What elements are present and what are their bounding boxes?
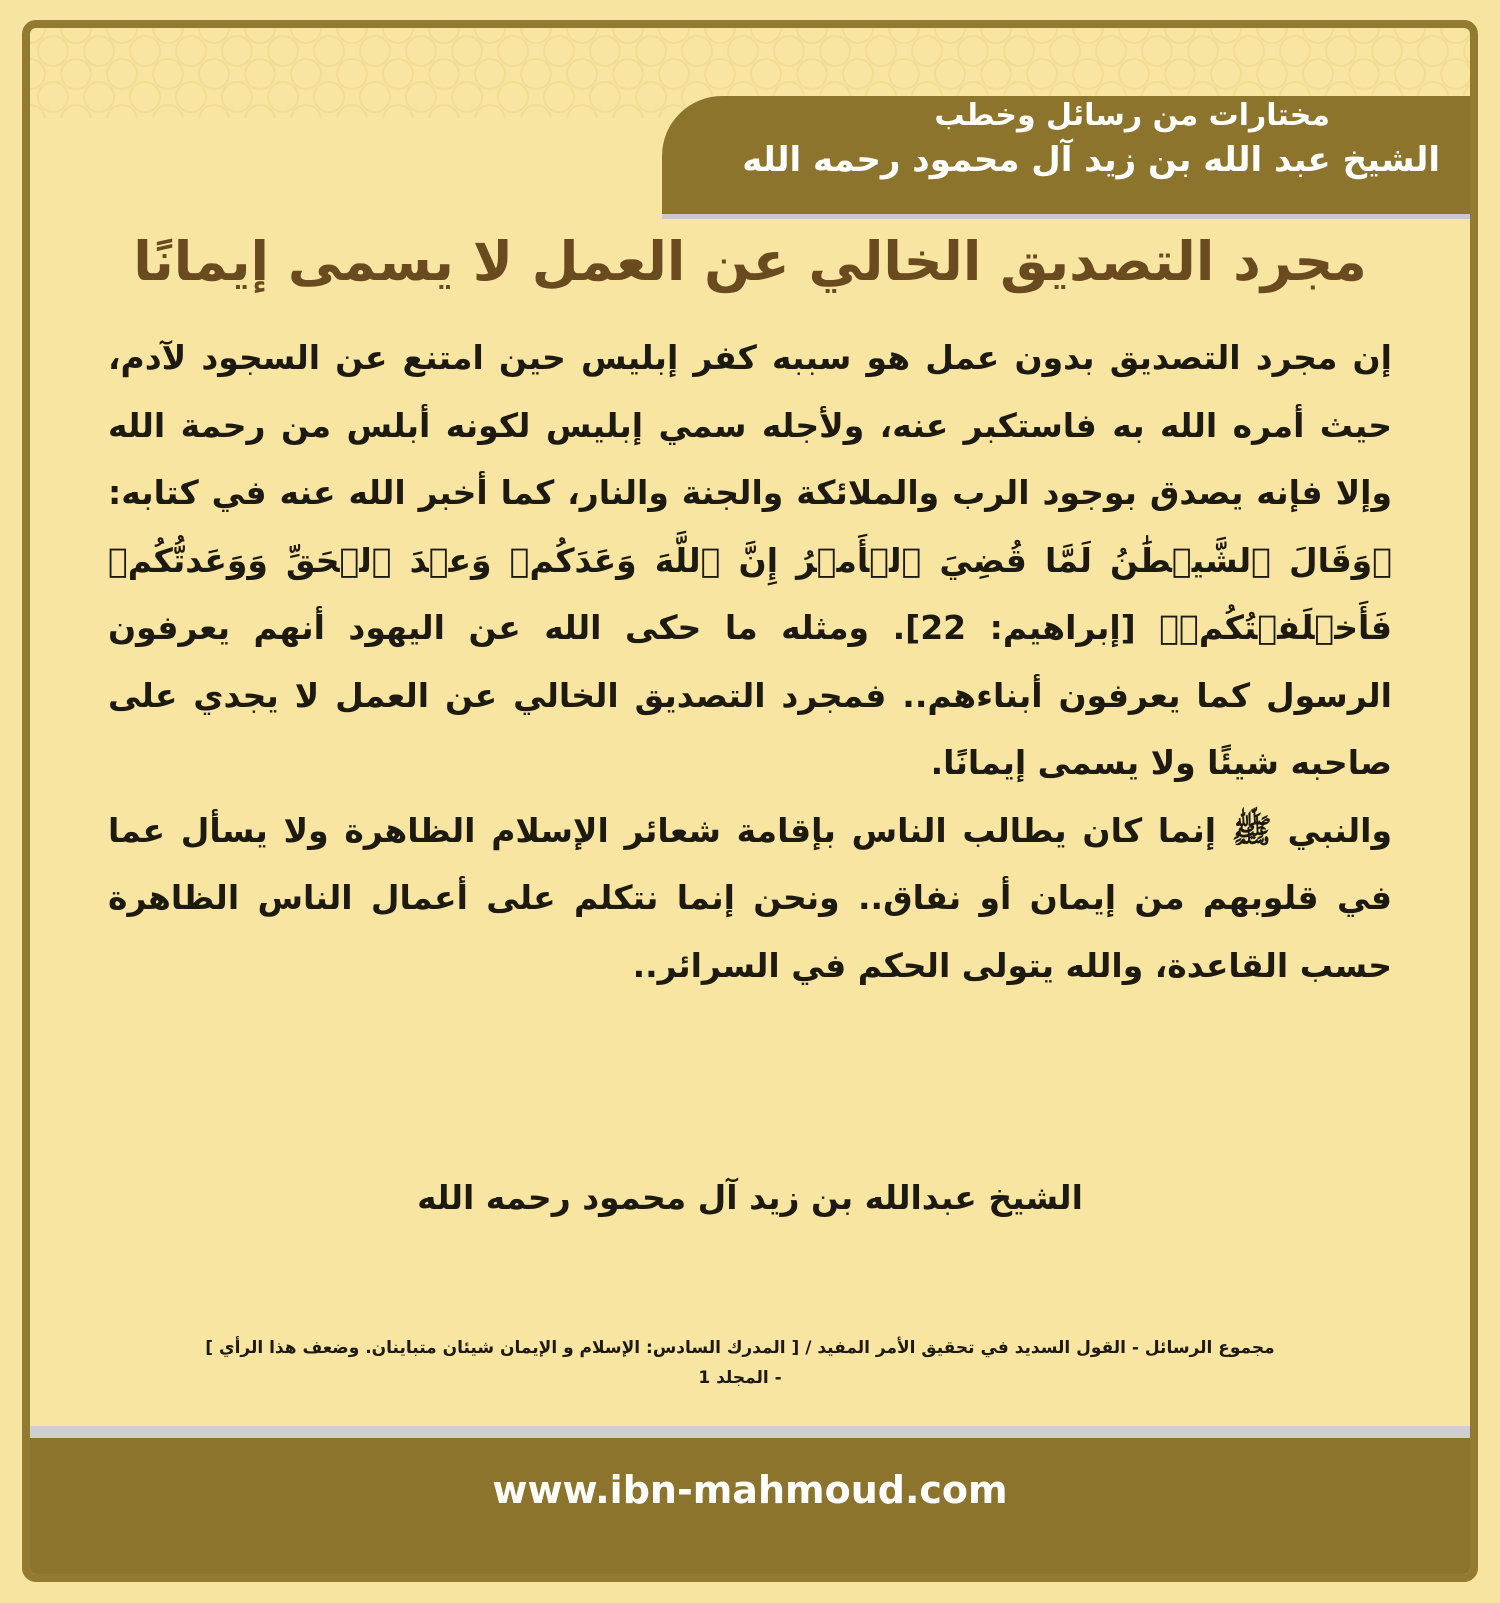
footer-divider (30, 1426, 1470, 1438)
citation-volume: - المجلد 1 (698, 1368, 782, 1388)
header-series-title: مختارات من رسائل وخطب (934, 98, 1330, 133)
source-citation (90, 1333, 1390, 1393)
body-paragraph: إن مجرد التصديق بدون عمل هو سببه كفر إبليس حين امتنع عن السجود لآدم، حيث أمره الله به فاستكبر عنه، ولأجله سمي إبليس لكونه أبلس من رحمة الله وإلا فإنه يصدق بوجود الرب والملائكة والجنة والنار، كما أخبر الله عنه في كتابه: ﴿وَقَالَ ٱلشَّيۡطَٰنُ لَمَّا قُضِيَ ٱلۡأَمۡرُ إِنَّ ٱللَّهَ وَعَدَكُمۡ وَعۡدَ ٱلۡحَقِّ وَوَعَدتُّكُمۡ فَأَخۡلَفۡتُكُمۡ﴾ [إبراهيم: 22]. ومثله ما حكى الله عن اليهود أنهم يعرفون الرسول كما يعرفون أبناءهم.. فمجرد التصديق الخالي عن العمل لا يجدي على صاحبه شيئًا ولا يسمى إيمانًا. (108, 338, 1392, 782)
article-body (108, 324, 1392, 999)
website-link[interactable]: www.ibn-mahmoud.com (492, 1468, 1008, 1512)
header-band (662, 96, 1470, 214)
body-paragraph: والنبي ﷺ إنما كان يطالب الناس بإقامة شعائر الإسلام الظاهرة ولا يسأل عما في قلوبهم من إيمان أو نفاق.. ونحن إنما نتكلم على أعمال الناس الظاهرة حسب القاعدة، والله يتولى الحكم في السرائر.. (108, 810, 1392, 985)
article-title: مجرد التصديق الخالي عن العمل لا يسمى إيمانًا (133, 230, 1367, 293)
header-author-name: الشيخ عبد الله بن زيد آل محمود رحمه الله (742, 140, 1440, 180)
card-frame (22, 20, 1478, 1582)
author-signature: الشيخ عبدالله بن زيد آل محمود رحمه الله (417, 1178, 1083, 1217)
citation-line: مجموع الرسائل - القول السديد في تحقيق الأمر المفيد / [ المدرك السادس: الإسلام و الإيمان شيئان متباينان. وضعف هذا الرأي ] (205, 1338, 1275, 1358)
